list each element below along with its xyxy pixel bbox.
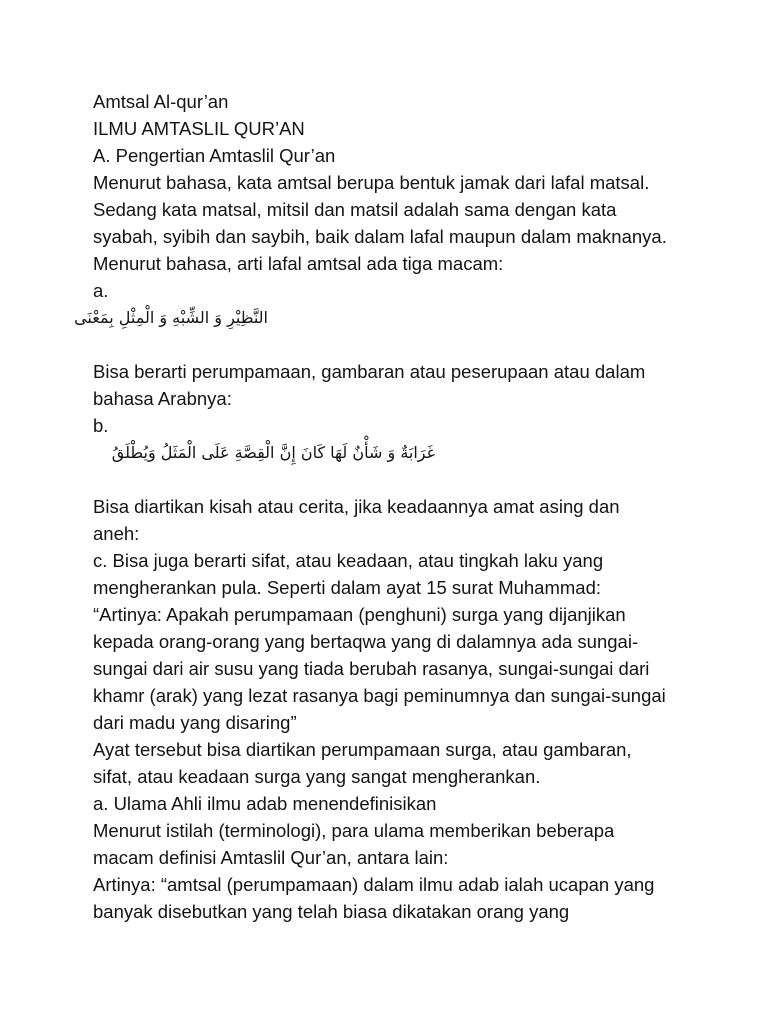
text-line: aneh: <box>93 523 140 544</box>
text-line: mengherankan pula. Seperti dalam ayat 15 surat Muhammad: <box>93 577 602 598</box>
blank-line <box>93 466 693 493</box>
text-line: banyak disebutkan yang telah biasa dikatakan orang yang <box>93 901 570 922</box>
text-line: Ayat tersebut bisa diartikan perumpamaan surga, atau gambaran, <box>93 739 632 760</box>
text-line: sifat, atau keadaan surga yang sangat mengherankan. <box>93 766 541 787</box>
text-line: Menurut bahasa, kata amtsal berupa bentuk jamak dari lafal matsal. <box>93 172 650 193</box>
text-line: Artinya: “amtsal (perumpamaan) dalam ilmu adab ialah ucapan yang <box>93 874 655 895</box>
document-page <box>74 88 693 925</box>
quote-line: sungai dari air susu yang tiada berubah rasanya, sungai-sungai dari <box>93 658 650 679</box>
text-line: bahasa Arabnya: <box>93 388 232 409</box>
text-line: Menurut istilah (terminologi), para ulama memberikan beberapa <box>93 820 615 841</box>
document-heading: ILMU AMTASLIL QUR’AN <box>93 118 305 139</box>
text-line: Bisa berarti perumpamaan, gambaran atau peserupaan atau dalam <box>93 361 646 382</box>
document-title: Amtsal Al-qur’an <box>93 91 229 112</box>
text-line: syabah, syibih dan saybih, baik dalam lafal maupun dalam maknanya. <box>93 226 667 247</box>
quote-line: khamr (arak) yang lezat rasanya bagi peminumnya dan sungai-sungai <box>93 685 666 706</box>
text-line: Bisa diartikan kisah atau cerita, jika keadaannya amat asing dan <box>93 496 620 517</box>
quote-line: dari madu yang disaring” <box>93 712 297 733</box>
text-line: Sedang kata matsal, mitsil dan matsil adalah sama dengan kata <box>93 199 617 220</box>
text-line: Menurut bahasa, arti lafal amtsal ada tiga macam: <box>93 253 504 274</box>
list-marker-b: b. <box>93 415 109 436</box>
arabic-text-a: النَّظِيْرِ وَ الشِّبْهِ وَ الْمِثْلِ بِمَعْنَى <box>74 308 268 327</box>
text-line: macam definisi Amtaslil Qur’an, antara lain: <box>93 847 449 868</box>
quote-line: “Artinya: Apakah perumpamaan (penghuni) surga yang dijanjikan <box>93 604 626 625</box>
list-marker-a: a. <box>93 280 109 301</box>
text-line: c. Bisa juga berarti sifat, atau keadaan, atau tingkah laku yang <box>93 550 604 571</box>
arabic-text-b: غَرَابَةٌ وَ شَأْنٌ لَهَا كَانَ إِنَّ الْقِصَّةِ عَلَى الْمَثَلُ وَيُطْلَقُ <box>111 443 435 462</box>
quote-line: kepada orang-orang yang bertaqwa yang di dalamnya ada sungai- <box>93 631 639 652</box>
blank-line <box>93 331 693 358</box>
text-line: a. Ulama Ahli ilmu adab menendefinisikan <box>93 793 437 814</box>
section-heading: A. Pengertian Amtaslil Qur’an <box>93 145 336 166</box>
